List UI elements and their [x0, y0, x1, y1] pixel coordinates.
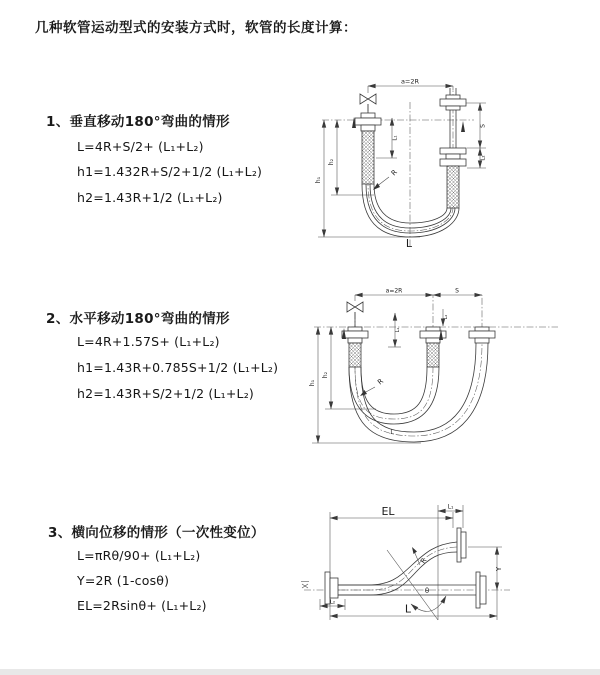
section-2-heading: 2、水平移动180°弯曲的情形 — [46, 311, 230, 327]
hose-u-bend-position2 — [349, 343, 488, 442]
section-3-formula-EL: EL=2Rsinθ+ (L₁+L₂) — [77, 598, 207, 613]
dim-label-h1: h₁ — [309, 379, 316, 387]
centerline-mark — [301, 582, 309, 589]
dim-label-h1: h₁ — [315, 176, 322, 184]
dim-label-l1: L₁ — [395, 327, 401, 333]
angle-label: θ — [424, 587, 430, 595]
dim-label-s: S — [455, 287, 459, 295]
section-3-formula-L: L=πRθ/90+ (L₁+L₂) — [77, 548, 201, 563]
radius-label: R — [419, 556, 429, 566]
dimension-lines — [312, 295, 482, 443]
braided-hose-section — [349, 343, 361, 367]
dim-label-l2: L₂ — [443, 314, 449, 320]
middle-pipe-flange — [420, 327, 446, 367]
radius-label: R — [389, 168, 399, 178]
diagram-horizontal-180-figure — [306, 283, 570, 465]
diagram-lateral-displacement-figure — [296, 498, 570, 658]
radius-leader — [373, 177, 389, 190]
section-2-formula-h1: h1=1.43R+0.785S+1/2 (L₁+L₂) — [77, 360, 279, 375]
right-pipe-flanges — [440, 88, 466, 208]
dim-label-y: Y — [495, 566, 503, 572]
left-pipe-flange — [342, 327, 368, 367]
radius-leader — [412, 547, 420, 565]
valve-symbol — [360, 94, 376, 113]
upper-flange — [457, 528, 466, 562]
dim-label-l2: L₂ — [329, 599, 336, 606]
hose-u-bend — [362, 184, 459, 237]
section-2-formula-L: L=4R+1.57S+ (L₁+L₂) — [77, 334, 220, 349]
length-label: L — [404, 602, 412, 616]
section-3-formula-Y: Y=2R (1-cosθ) — [77, 573, 170, 588]
dim-label-a2r: a=2R — [385, 287, 403, 295]
section-3-heading: 3、横向位移的情形（一次性变位） — [48, 525, 265, 541]
dim-label-l1: L₁ — [447, 503, 454, 511]
dim-label-a2r: a=2R — [400, 77, 420, 86]
section-1-heading: 1、垂直移动180°弯曲的情形 — [46, 114, 230, 130]
hose-u-bend-position1 — [349, 367, 439, 424]
hose-s-curve — [338, 542, 457, 595]
left-pipe-flange — [355, 113, 381, 184]
dim-label-el: EL — [381, 505, 395, 518]
right-pipe-flange — [469, 327, 495, 343]
page-bottom-edge — [0, 669, 600, 675]
valve-symbol — [347, 302, 363, 327]
braided-hose-section — [427, 343, 439, 367]
dim-label-l1: L₁ — [392, 135, 399, 141]
section-1-formula-h1: h1=1.432R+S/2+1/2 (L₁+L₂) — [77, 164, 263, 179]
dim-label-l2: L₂ — [480, 155, 487, 161]
braided-hose-section — [362, 131, 374, 184]
length-label: L — [405, 237, 413, 250]
radius-label: R — [376, 377, 386, 387]
section-1-formula-h2: h2=1.43R+1/2 (L₁+L₂) — [77, 190, 223, 205]
section-2-formula-h2: h2=1.43R+S/2+1/2 (L₁+L₂) — [77, 386, 254, 401]
right-flange — [476, 572, 486, 608]
dim-label-h2: h₂ — [322, 371, 329, 379]
section-1-formula-L: L=4R+S/2+ (L₁+L₂) — [77, 139, 204, 154]
length-label: L — [390, 429, 394, 436]
diagram-vertical-180-figure — [310, 70, 565, 260]
page-title: 几种软管运动型式的安装方式时，软管的长度计算： — [35, 20, 357, 36]
dim-label-s: S — [479, 124, 487, 128]
dim-label-h2: h₂ — [328, 158, 335, 166]
braided-hose-section — [447, 166, 459, 208]
